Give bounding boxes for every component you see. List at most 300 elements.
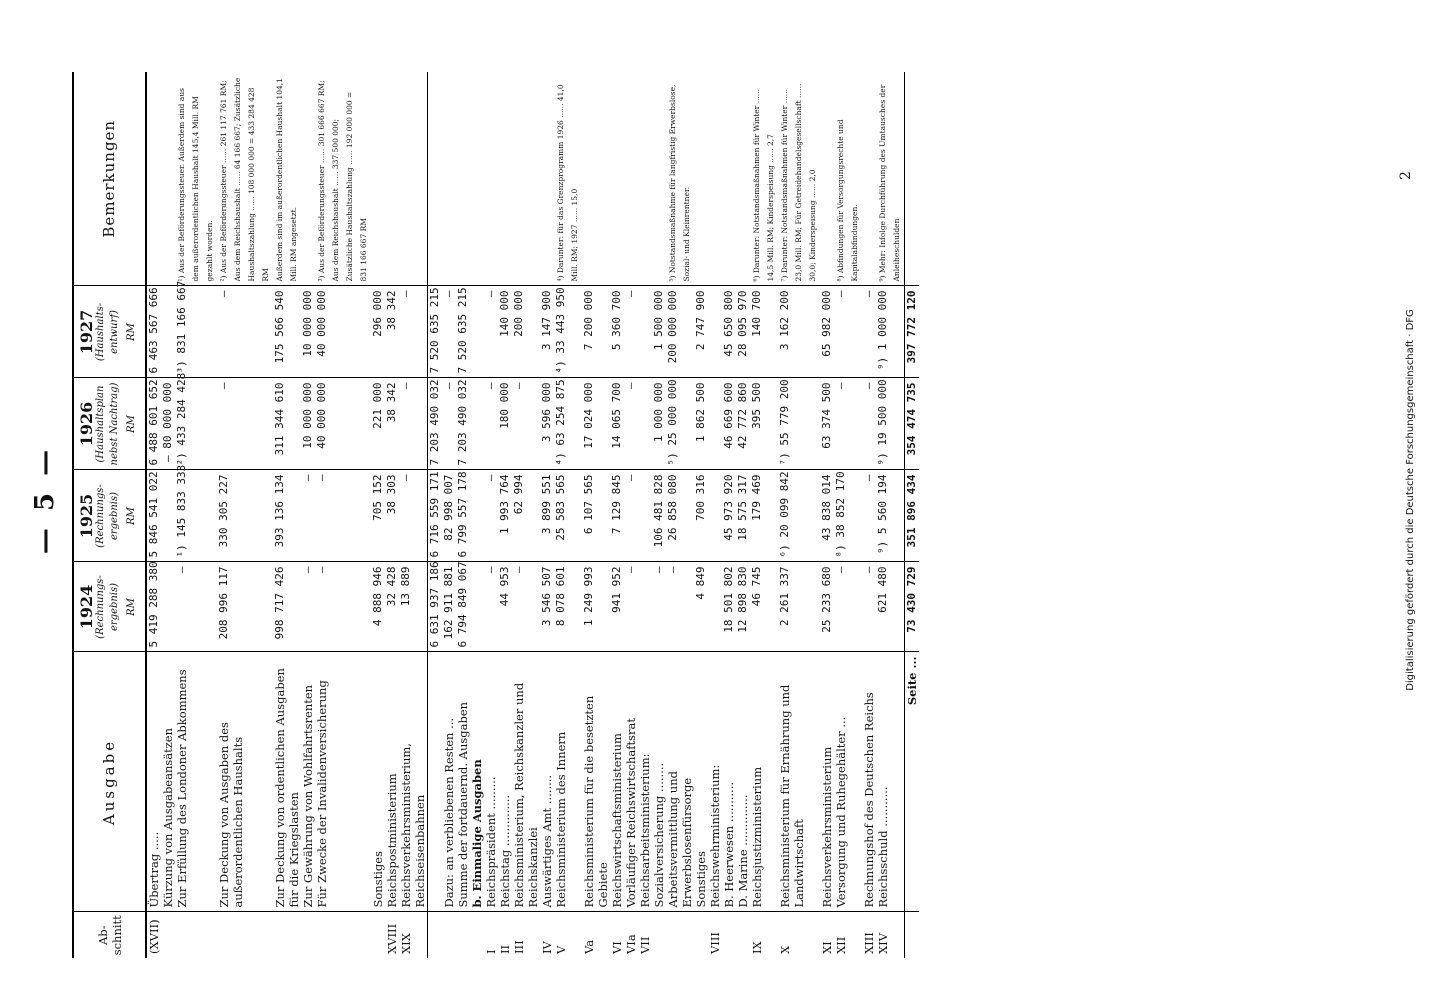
- cell-1924: 208 996 117: [217, 562, 273, 652]
- cell-abschnitt: XVIII: [385, 923, 399, 954]
- cell-1927: 5 360 700: [610, 286, 624, 378]
- cell-abschnitt: XIII: [862, 932, 876, 954]
- cell-ausgabe: Für Zwecke der Invalidenversicherung: [315, 652, 371, 912]
- cell-abschnitt: V: [554, 945, 568, 954]
- table-row: [456, 72, 470, 958]
- cell-1926: 10 000 000: [301, 378, 315, 470]
- cell-1925: —: [399, 470, 428, 562]
- cell-1924: 8 078 601: [554, 562, 582, 652]
- cell-1927: —: [217, 286, 273, 378]
- cell-1925: 82 998 007: [442, 470, 456, 562]
- cell-abschnitt: III: [512, 940, 526, 954]
- cell-1925: [708, 470, 722, 562]
- table-row: [470, 72, 484, 958]
- cell-1926: —: [399, 378, 428, 470]
- cell-1927: ⁴) 33 443 950: [554, 286, 582, 378]
- cell-bemerkungen: ²) Aus der Beförderungssteuer ...... 261 117 761 RM; Aus dem Reichshaushalt ...... 64 166 667; Zusätzliche Haushaltszahlung ...... 108 000 000 = 433 284 428 RM: [217, 72, 273, 286]
- cell-abschnitt: [694, 912, 708, 958]
- cell-1927: 200 000: [512, 286, 540, 378]
- cell-1925: —: [315, 470, 371, 562]
- cell-1924: —: [512, 562, 540, 652]
- cell-1926: 6 488 601 652: [146, 378, 161, 470]
- cell-ausgabe: [428, 652, 443, 912]
- cell-abschnitt: [736, 912, 750, 958]
- cell-1924: —: [484, 562, 498, 652]
- cell-abschnitt: XII: [834, 936, 848, 954]
- cell-1924: 998 717 426: [273, 562, 301, 652]
- header-1927: 1927 (Haushalts- entwurf) RM: [73, 286, 146, 378]
- cell-1925: 3 899 551: [540, 470, 554, 562]
- cell-1927: 200 000 000: [666, 286, 694, 378]
- cell-1924: 18 501 802: [722, 562, 736, 652]
- cell-ausgabe: Reichsministerium des Innern: [554, 652, 582, 912]
- cell-bemerkungen: ⁹) Mehr: Infolge Durchführung des Umtausches der Anleiheschulden: [876, 72, 905, 286]
- cell-1924: [708, 562, 722, 652]
- cell-bemerkungen: ⁵) Notstandsmaßnahme für langfristig Erwerbslose, Sozial- und Kleinrentner.: [666, 72, 694, 286]
- cell-bemerkungen: ⁶) Darunter: Notstandsmaßnahmen für Winter ...... 14,5 Mill. RM; Kinderspeisung ...... 2,7: [750, 72, 778, 286]
- header-1925: 1925 (Rechnungs- ergebnis) RM: [73, 470, 146, 562]
- cell-1926: 14 065 700: [610, 378, 624, 470]
- table-header: [73, 72, 146, 958]
- cell-ausgabe: Reichsverkehrsministerium: [820, 652, 834, 912]
- table-row: [834, 72, 862, 958]
- cell-bemerkungen: [652, 72, 666, 286]
- cell-1924: 162 911 881: [442, 562, 456, 652]
- cell-bemerkungen: [442, 72, 456, 286]
- table-row: [666, 72, 694, 958]
- cell-bemerkungen: [610, 72, 624, 286]
- cell-ausgabe: b. Einmalige Ausgaben: [470, 652, 484, 912]
- cell-1924: 6 794 849 067: [456, 562, 470, 652]
- table-row: [442, 72, 456, 958]
- cell-ausgabe: B. Heerwesen ...........: [722, 652, 736, 912]
- cell-1924: 25 233 680: [820, 562, 834, 652]
- cell-1925: [161, 470, 175, 562]
- table-row: [217, 72, 273, 958]
- cell-1927: 175 566 540: [273, 286, 301, 378]
- cell-abschnitt: [652, 912, 666, 958]
- cell-1925: —: [624, 470, 638, 562]
- header-bemerkungen: Bemerkungen: [73, 72, 146, 286]
- cell-abschnitt: [315, 912, 371, 958]
- cell-1925: [638, 470, 652, 562]
- cell-1926: —: [484, 378, 498, 470]
- cell-abschnitt: [666, 912, 694, 958]
- cell-1926: 354 474 735: [905, 378, 920, 470]
- table-row: [161, 72, 175, 958]
- cell-1925: ⁸) 38 852 170: [834, 470, 862, 562]
- table-row: [862, 72, 876, 958]
- cell-1925: 43 838 014: [820, 470, 834, 562]
- cell-ausgabe: Arbeitsvermittlung und Erwerbslosenfürsorge: [666, 652, 694, 912]
- header-1926: 1926 (Haushaltsplan nebst Nachtrag) RM: [73, 378, 146, 470]
- cell-1926: 221 000: [371, 378, 385, 470]
- cell-1926: 180 000: [498, 378, 512, 470]
- cell-abschnitt: [175, 912, 217, 958]
- cell-abschnitt: [371, 912, 385, 958]
- cell-bemerkungen: [820, 72, 834, 286]
- page-number: — 5 —: [30, 445, 60, 555]
- cell-bemerkungen: [385, 72, 399, 286]
- cell-1927: 1 500 000: [652, 286, 666, 378]
- table-row: [905, 72, 920, 958]
- cell-ausgabe: Auswärtiges Amt ........: [540, 652, 554, 912]
- cell-1924: —: [315, 562, 371, 652]
- cell-1925: ¹) 145 833 333: [175, 470, 217, 562]
- table-row: [624, 72, 638, 958]
- cell-1926: 46 669 600: [722, 378, 736, 470]
- cell-abschnitt: [470, 912, 484, 958]
- cell-1925: 700 316: [694, 470, 708, 562]
- cell-abschnitt: Va: [582, 939, 596, 954]
- cell-bemerkungen: [905, 72, 920, 286]
- cell-1924: 6 631 937 186: [428, 562, 443, 652]
- table-row: [582, 72, 610, 958]
- table-row: [652, 72, 666, 958]
- cell-1926: 1 000 000: [652, 378, 666, 470]
- cell-ausgabe: Rechnungshof des Deutschen Reichs: [862, 652, 876, 912]
- cell-1926: 17 024 000: [582, 378, 610, 470]
- cell-abschnitt: [161, 912, 175, 958]
- cell-ausgabe: Reichsverkehrsministerium, Reichseisenbahnen: [399, 652, 428, 912]
- cell-1927: 38 342: [385, 286, 399, 378]
- table-row: [385, 72, 399, 958]
- cell-bemerkungen: [161, 72, 175, 286]
- cell-bemerkungen: [484, 72, 498, 286]
- cell-1927: —: [834, 286, 862, 378]
- cell-1926: ⁷) 55 779 200: [778, 378, 820, 470]
- cell-1926: [708, 378, 722, 470]
- cell-ausgabe: Zur Deckung von Ausgaben des außerordentlichen Haushalts: [217, 652, 273, 912]
- cell-abschnitt: [905, 912, 920, 958]
- cell-1925: ⁶) 20 099 842: [778, 470, 820, 562]
- cell-abschnitt: XIV: [876, 932, 890, 954]
- cell-1927: 7 520 635 215: [456, 286, 470, 378]
- table-row: [301, 72, 315, 958]
- cell-bemerkungen: [428, 72, 443, 286]
- cell-1926: [470, 378, 484, 470]
- cell-1925: 6 716 559 171: [428, 470, 443, 562]
- cell-ausgabe: Sonstiges: [694, 652, 708, 912]
- cell-1927: 28 095 970: [736, 286, 750, 378]
- table-row: [175, 72, 217, 958]
- table-row: [610, 72, 624, 958]
- cell-1925: 45 973 920: [722, 470, 736, 562]
- cell-1924: —: [301, 562, 315, 652]
- cell-1924: —: [862, 562, 876, 652]
- cell-ausgabe: Reichsarbeitsministerium:: [638, 652, 652, 912]
- cell-ausgabe: Reichspräsident .........: [484, 652, 498, 912]
- cell-1926: 1 862 500: [694, 378, 708, 470]
- table-row: [484, 72, 498, 958]
- cell-1924: 5 419 288 380: [146, 562, 161, 652]
- cell-ausgabe: Summe der fortdauernd. Ausgaben: [456, 652, 470, 912]
- cell-1927: 140 700: [750, 286, 778, 378]
- table-row: [371, 72, 385, 958]
- cell-abschnitt: I: [484, 949, 498, 954]
- cell-1927: 140 000: [498, 286, 512, 378]
- table-row: [722, 72, 736, 958]
- cell-bemerkungen: [498, 72, 512, 286]
- cell-1927: ⁹) 1 000 000: [876, 286, 905, 378]
- table-row: [820, 72, 834, 958]
- cell-abschnitt: XIX: [399, 933, 413, 954]
- cell-bemerkungen: [736, 72, 750, 286]
- cell-ausgabe: Zur Deckung von ordentlichen Ausgaben für die Kriegslasten: [273, 652, 301, 912]
- cell-1924: [161, 562, 175, 652]
- cell-1926: —: [217, 378, 273, 470]
- cell-1926: [638, 378, 652, 470]
- cell-1927: [708, 286, 722, 378]
- budget-table: [72, 72, 919, 958]
- cell-1924: 1 249 993: [582, 562, 610, 652]
- cell-1926: —: [512, 378, 540, 470]
- cell-1925: 7 129 845: [610, 470, 624, 562]
- cell-1926: — 80 000 000: [161, 378, 175, 470]
- cell-1925: 5 846 541 022: [146, 470, 161, 562]
- cell-1925: 393 136 134: [273, 470, 301, 562]
- table-row: [708, 72, 722, 958]
- cell-abschnitt: II: [498, 944, 512, 954]
- cell-bemerkungen: [301, 72, 315, 286]
- cell-ausgabe: Reichswirtschaftsministerium: [610, 652, 624, 912]
- cell-1927: 6 463 567 666: [146, 286, 161, 378]
- cell-1924: —: [175, 562, 217, 652]
- cell-ausgabe: Sonstiges: [371, 652, 385, 912]
- cell-bemerkungen: ³) Aus der Beförderungssteuer ...... 301 666 667 RM; Aus dem Reichshaushalt ...... 337 500 000; Zusätzliche Haushaltszahlung ...... 192 000 000 = 831 166 667 RM: [315, 72, 371, 286]
- table-row: [876, 72, 905, 958]
- cell-bemerkungen: [862, 72, 876, 286]
- cell-1925: 18 575 317: [736, 470, 750, 562]
- cell-1924: [638, 562, 652, 652]
- cell-bemerkungen: ⁸) Abfindungen für Versorgungsrechte und Kapitalabfindungen.: [834, 72, 862, 286]
- cell-1927: —: [624, 286, 638, 378]
- cell-1925: 106 481 828: [652, 470, 666, 562]
- cell-1927: [470, 286, 484, 378]
- cell-1927: 3 162 200: [778, 286, 820, 378]
- cell-abschnitt: IV: [540, 941, 554, 954]
- cell-bemerkungen: [694, 72, 708, 286]
- cell-abschnitt: XI: [820, 941, 834, 954]
- cell-1924: 73 430 729: [905, 562, 920, 652]
- cell-bemerkungen: [470, 72, 484, 286]
- cell-abschnitt: VIa: [624, 934, 638, 954]
- cell-1926: ⁵) 25 000 000: [666, 378, 694, 470]
- cell-abschnitt: VI: [610, 941, 624, 954]
- cell-bemerkungen: ¹) Aus der Beförderungssteuer. Außerdem sind aus dem außerordentlichen Haushalt 145,4 Mill. RM gezahlt worden.: [175, 72, 217, 286]
- cell-1924: [470, 562, 484, 652]
- table-row: [399, 72, 428, 958]
- footer-page-number: 2: [1398, 171, 1414, 180]
- cell-abschnitt: VIII: [708, 932, 722, 954]
- cell-ausgabe: Reichsjustizministerium: [750, 652, 778, 912]
- cell-1924: 44 953: [498, 562, 512, 652]
- cell-1925: 6 107 565: [582, 470, 610, 562]
- cell-bemerkungen: [722, 72, 736, 286]
- cell-1927: 65 982 000: [820, 286, 834, 378]
- cell-1926: —: [862, 378, 876, 470]
- cell-1926: ²) 433 284 428: [175, 378, 217, 470]
- header-abschnitt: Ab- schnitt: [73, 912, 146, 958]
- table-row: [498, 72, 512, 958]
- cell-ausgabe: Dazu: an verbliebenen Resten ...: [442, 652, 456, 912]
- cell-bemerkungen: [638, 72, 652, 286]
- cell-1926: —: [834, 378, 862, 470]
- cell-ausgabe: Zur Gewährung von Wohlfahrtsrenten: [301, 652, 315, 912]
- cell-ausgabe: D. Marine ..............: [736, 652, 750, 912]
- cell-1926: —: [624, 378, 638, 470]
- cell-1924: 941 952: [610, 562, 624, 652]
- header-ausgabe: Ausgabe: [73, 652, 146, 912]
- cell-bemerkungen: [371, 72, 385, 286]
- table-body: [146, 72, 919, 958]
- cell-ausgabe: Zur Erfüllung des Londoner Abkommens: [175, 652, 217, 912]
- cell-1927: 40 000 000: [315, 286, 371, 378]
- cell-1926: 3 596 000: [540, 378, 554, 470]
- cell-bemerkungen: [582, 72, 610, 286]
- cell-1927: —: [862, 286, 876, 378]
- cell-abschnitt: [217, 912, 273, 958]
- cell-1926: ⁴) 63 254 875: [554, 378, 582, 470]
- cell-1924: 621 480: [876, 562, 905, 652]
- table-row: [638, 72, 652, 958]
- cell-bemerkungen: ⁴) Darunter: für das Grenzprogramm 1926 ...... 41,0 Mill. RM; 1927 ...... 15,0: [554, 72, 582, 286]
- cell-1926: 42 772 860: [736, 378, 750, 470]
- cell-1927: 7 200 000: [582, 286, 610, 378]
- cell-1927: —: [399, 286, 428, 378]
- cell-abschnitt: VII: [638, 936, 652, 954]
- cell-ausgabe: Übertrag .....: [146, 652, 161, 912]
- side-credit: [1405, 10, 1427, 990]
- cell-bemerkungen: [540, 72, 554, 286]
- cell-bemerkungen: ⁷) Darunter: Notstandsmaßnahmen für Winter ...... 23,0 Mill. RM; Für Getreidehandelsgesellschaft ...... 30,0; Kinderspeisung ...... 2,0: [778, 72, 820, 286]
- cell-ausgabe: Vorläufiger Reichswirtschaftsrat: [624, 652, 638, 912]
- cell-1927: 397 772 120: [905, 286, 920, 378]
- cell-1925: 6 799 557 178: [456, 470, 470, 562]
- cell-ausgabe: Reichsministerium, Reichskanzler und Reichskanzlei: [512, 652, 540, 912]
- cell-1925: 26 858 080: [666, 470, 694, 562]
- cell-1927: —: [484, 286, 498, 378]
- cell-1925: 1 993 764: [498, 470, 512, 562]
- cell-ausgabe: Reichstag ..............: [498, 652, 512, 912]
- cell-1924: —: [666, 562, 694, 652]
- cell-abschnitt: [442, 912, 456, 958]
- table-row: [540, 72, 554, 958]
- cell-1924: —: [834, 562, 862, 652]
- cell-ausgabe: Reichswehrministerium:: [708, 652, 722, 912]
- cell-bemerkungen: [399, 72, 428, 286]
- cell-abschnitt: [428, 912, 443, 958]
- cell-1925: 62 994: [512, 470, 540, 562]
- cell-bemerkungen: [708, 72, 722, 286]
- cell-1924: —: [624, 562, 638, 652]
- cell-1927: 7 520 635 215: [428, 286, 443, 378]
- cell-1924: 32 428: [385, 562, 399, 652]
- table-row: [512, 72, 540, 958]
- table-row: [750, 72, 778, 958]
- cell-abschnitt: [301, 912, 315, 958]
- cell-1924: 4 849: [694, 562, 708, 652]
- table-row: [146, 72, 161, 958]
- cell-bemerkungen: [146, 72, 161, 286]
- cell-1926: 63 374 500: [820, 378, 834, 470]
- cell-bemerkungen: [512, 72, 540, 286]
- cell-abschnitt: [722, 912, 736, 958]
- table-row: [273, 72, 301, 958]
- cell-1926: 38 342: [385, 378, 399, 470]
- cell-1926: 7 203 490 032: [428, 378, 443, 470]
- cell-1926: 395 500: [750, 378, 778, 470]
- cell-1927: ³) 831 166 667: [175, 286, 217, 378]
- cell-1924: 4 888 946: [371, 562, 385, 652]
- cell-1927: 10 000 000: [301, 286, 315, 378]
- cell-ausgabe: Reichspostministerium: [385, 652, 399, 912]
- cell-ausgabe: Kürzung von Ausgabeansätzen: [161, 652, 175, 912]
- cell-abschnitt: [273, 912, 301, 958]
- cell-abschnitt: IX: [750, 941, 764, 954]
- cell-ausgabe: Seite ...: [905, 652, 920, 912]
- cell-1925: —: [862, 470, 876, 562]
- cell-1924: 13 889: [399, 562, 428, 652]
- cell-1926: ⁹) 19 500 000: [876, 378, 905, 470]
- table-row: [736, 72, 750, 958]
- cell-abschnitt: [456, 912, 470, 958]
- cell-1927: 2 747 900: [694, 286, 708, 378]
- cell-1927: 3 147 900: [540, 286, 554, 378]
- cell-1925: 179 469: [750, 470, 778, 562]
- cell-1924: 46 745: [750, 562, 778, 652]
- cell-1925: —: [484, 470, 498, 562]
- cell-1924: —: [652, 562, 666, 652]
- cell-ausgabe: Sozialversicherung ........: [652, 652, 666, 912]
- cell-1925: 330 305 227: [217, 470, 273, 562]
- credit-text: Digitalisierung gefördert durch die Deutsche Forschungsgemeinschaft · DFG: [1405, 309, 1416, 691]
- table-row: [315, 72, 371, 958]
- cell-1927: 296 000: [371, 286, 385, 378]
- table-row: [554, 72, 582, 958]
- table-row: [428, 72, 443, 958]
- table-row: [694, 72, 708, 958]
- cell-1927: [638, 286, 652, 378]
- cell-ausgabe: Versorgung und Ruhegehälter ...: [834, 652, 862, 912]
- cell-1926: 311 344 610: [273, 378, 301, 470]
- cell-1927: —: [442, 286, 456, 378]
- cell-1925: 38 303: [385, 470, 399, 562]
- cell-1924: 12 898 830: [736, 562, 750, 652]
- cell-1927: 45 650 800: [722, 286, 736, 378]
- cell-1925: ⁹) 5 560 194: [876, 470, 905, 562]
- cell-1925: 351 896 434: [905, 470, 920, 562]
- cell-bemerkungen: [624, 72, 638, 286]
- cell-1924: 3 546 507: [540, 562, 554, 652]
- cell-1927: [161, 286, 175, 378]
- cell-1925: 705 152: [371, 470, 385, 562]
- cell-ausgabe: Reichsschuld ...........: [876, 652, 905, 912]
- cell-1925: —: [301, 470, 315, 562]
- cell-ausgabe: Reichsministerium für Ernährung und Landwirtschaft: [778, 652, 820, 912]
- cell-abschnitt: (XVII): [147, 919, 161, 954]
- table-row: [778, 72, 820, 958]
- cell-1925: [470, 470, 484, 562]
- cell-ausgabe: Reichsministerium für die besetzten Gebiete: [582, 652, 610, 912]
- cell-bemerkungen: Außerdem sind im außerordentlichen Haushalt 104,1 Mill. RM angesetzt.: [273, 72, 301, 286]
- header-1924: 1924 (Rechnungs- ergebnis) RM: [73, 562, 146, 652]
- cell-1926: —: [442, 378, 456, 470]
- cell-1924: 2 261 337: [778, 562, 820, 652]
- cell-1925: 25 583 565: [554, 470, 582, 562]
- cell-abschnitt: X: [778, 945, 792, 954]
- cell-1926: 40 000 000: [315, 378, 371, 470]
